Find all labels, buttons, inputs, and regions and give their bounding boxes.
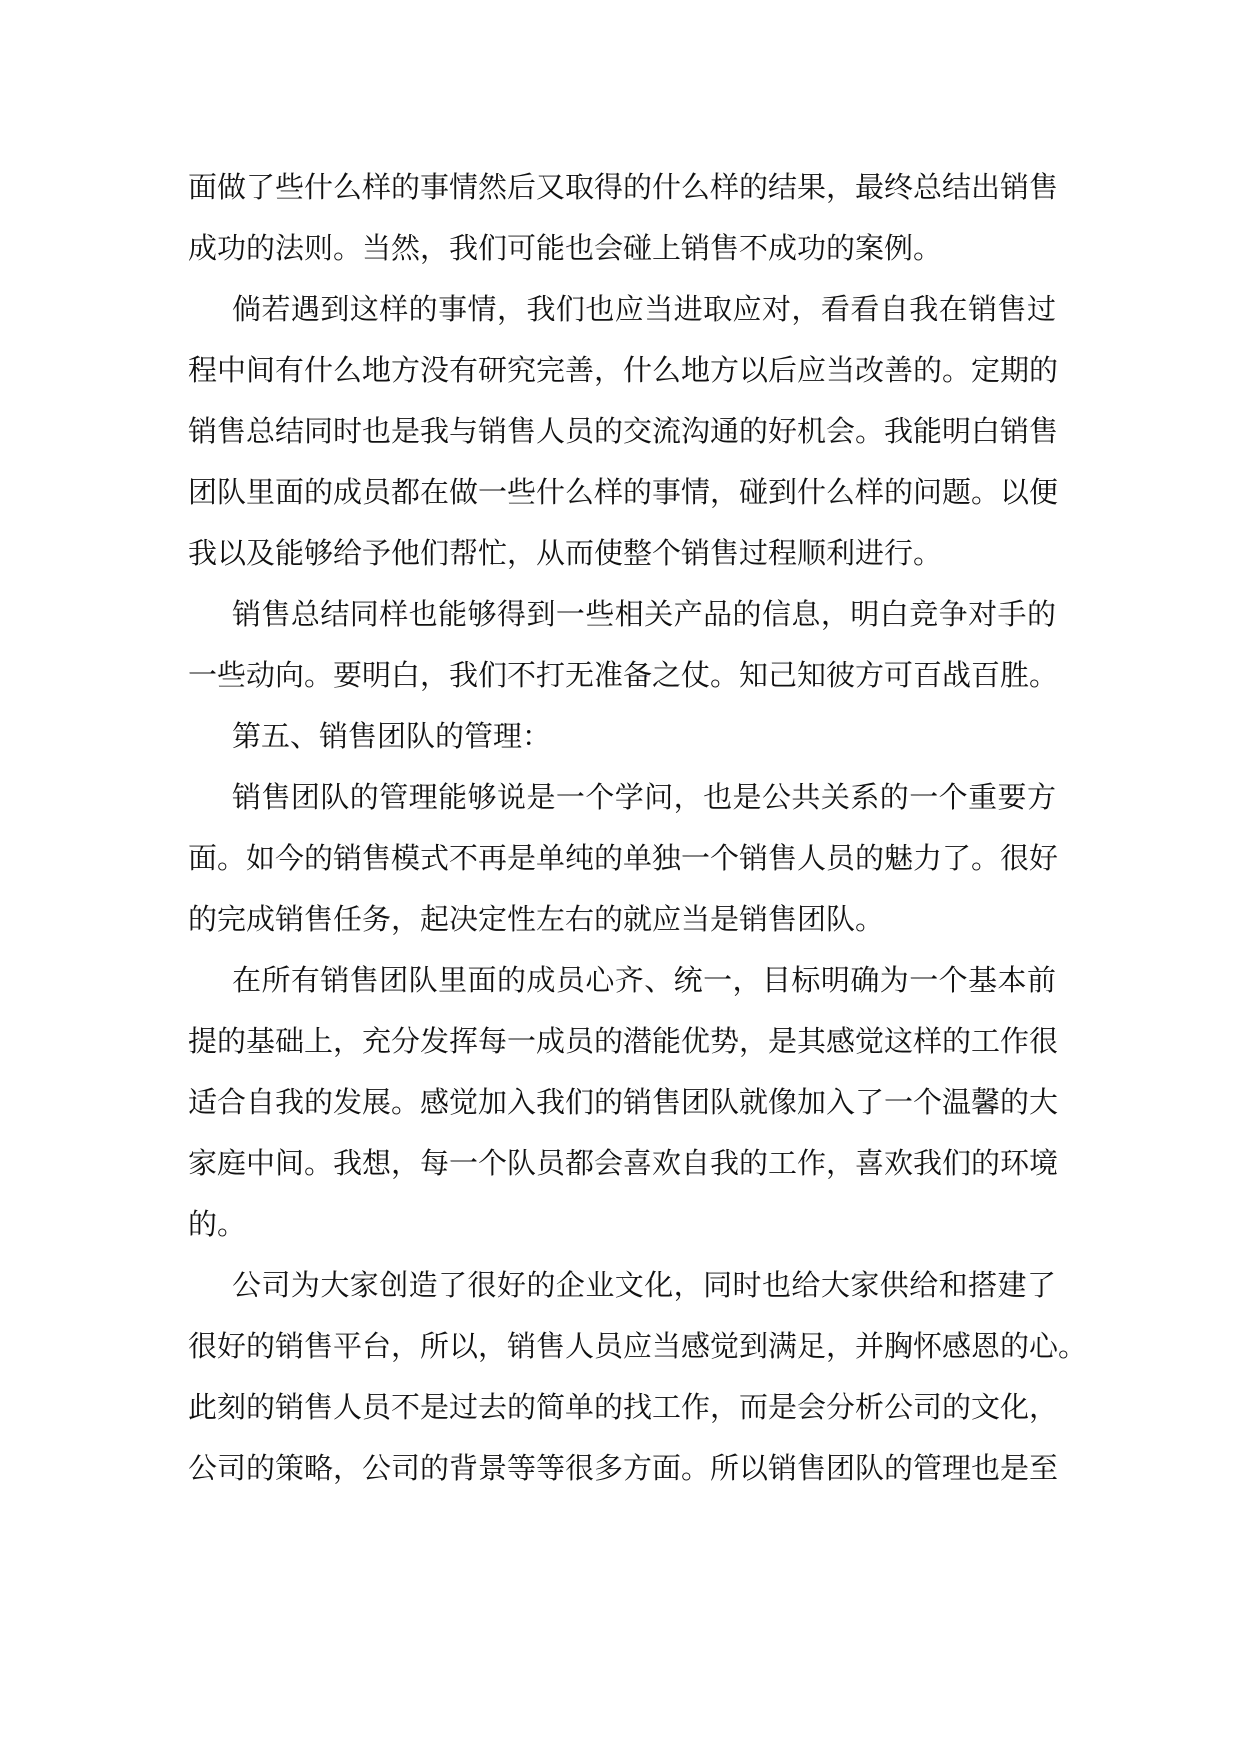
text-line: 公司的策略，公司的背景等等很多方面。所以销售团队的管理也是至 bbox=[188, 1451, 1059, 1485]
text-line: 此刻的销售人员不是过去的简单的找工作，而是会分析公司的文化， bbox=[188, 1390, 1059, 1424]
text-line: 面做了些什么样的事情然后又取得的什么样的结果，最终总结出销售 bbox=[188, 170, 1059, 204]
text-line: 的完成销售任务，起决定性左右的就应当是销售团队。 bbox=[188, 902, 885, 936]
text-line: 成功的法则。当然，我们可能也会碰上销售不成功的案例。 bbox=[188, 231, 943, 265]
text-line: 销售总结同时也是我与销售人员的交流沟通的好机会。我能明白销售 bbox=[188, 414, 1059, 448]
text-line: 销售总结同样也能够得到一些相关产品的信息，明白竞争对手的 bbox=[232, 597, 1056, 631]
text-line: 在所有销售团队里面的成员心齐、统一，目标明确为一个基本前 bbox=[232, 963, 1056, 997]
text-line: 一些动向。要明白，我们不打无准备之仗。知己知彼方可百战百胜。 bbox=[188, 658, 1059, 692]
text-line: 很好的销售平台，所以，销售人员应当感觉到满足，并胸怀感恩的心。 bbox=[188, 1329, 1088, 1363]
text-line: 家庭中间。我想，每一个队员都会喜欢自我的工作，喜欢我们的环境 bbox=[188, 1146, 1059, 1180]
document-body bbox=[188, 157, 1088, 1499]
text-line: 的。 bbox=[188, 1207, 247, 1241]
text-line: 销售团队的管理能够说是一个学问，也是公共关系的一个重要方 bbox=[232, 780, 1056, 814]
section-heading: 第五、销售团队的管理： bbox=[232, 719, 552, 753]
text-line: 公司为大家创造了很好的企业文化，同时也给大家供给和搭建了 bbox=[232, 1268, 1056, 1302]
text-line: 面。如今的销售模式不再是单纯的单独一个销售人员的魅力了。很好 bbox=[188, 841, 1059, 875]
text-line: 提的基础上，充分发挥每一成员的潜能优势，是其感觉这样的工作很 bbox=[188, 1024, 1059, 1058]
text-line: 我以及能够给予他们帮忙，从而使整个销售过程顺利进行。 bbox=[188, 536, 943, 570]
text-line: 倘若遇到这样的事情，我们也应当进取应对，看看自我在销售过 bbox=[232, 292, 1056, 326]
text-line: 适合自我的发展。感觉加入我们的销售团队就像加入了一个温馨的大 bbox=[188, 1085, 1059, 1119]
text-line: 团队里面的成员都在做一些什么样的事情，碰到什么样的问题。以便 bbox=[188, 475, 1059, 509]
text-line: 程中间有什么地方没有研究完善，什么地方以后应当改善的。定期的 bbox=[188, 353, 1059, 387]
